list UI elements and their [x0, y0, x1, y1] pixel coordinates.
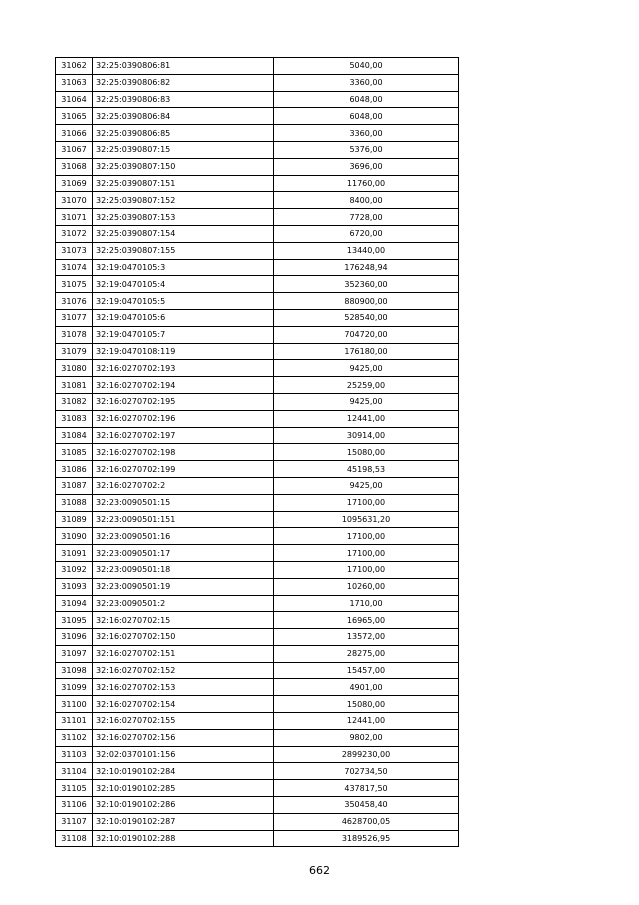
row-number-cell: 31063	[56, 74, 93, 91]
value-cell: 880900,00	[274, 293, 459, 310]
table-row	[56, 729, 459, 746]
table-row	[56, 343, 459, 360]
table-row	[56, 393, 459, 410]
row-number-cell: 31094	[56, 595, 93, 612]
row-number-cell: 31062	[56, 58, 93, 75]
row-number-cell: 31108	[56, 830, 93, 847]
cadastral-number-cell: 32:10:0190102:287	[93, 813, 274, 830]
cadastral-number-cell: 32:19:0470108:119	[93, 343, 274, 360]
table-row	[56, 763, 459, 780]
cadastral-number-cell: 32:25:0390807:153	[93, 209, 274, 226]
cadastral-number-cell: 32:16:0270702:151	[93, 645, 274, 662]
value-cell: 5376,00	[274, 141, 459, 158]
row-number-cell: 31087	[56, 477, 93, 494]
row-number-cell: 31104	[56, 763, 93, 780]
cadastral-number-cell: 32:16:0270702:154	[93, 696, 274, 713]
row-number-cell: 31107	[56, 813, 93, 830]
row-number-cell: 31096	[56, 629, 93, 646]
value-cell: 9425,00	[274, 477, 459, 494]
table-row	[56, 276, 459, 293]
value-cell: 6048,00	[274, 108, 459, 125]
value-cell: 350458,40	[274, 797, 459, 814]
cadastral-number-cell: 32:23:0090501:16	[93, 528, 274, 545]
cadastral-number-cell: 32:02:0370101:156	[93, 746, 274, 763]
row-number-cell: 31089	[56, 511, 93, 528]
row-number-cell: 31103	[56, 746, 93, 763]
value-cell: 15457,00	[274, 662, 459, 679]
table-row	[56, 225, 459, 242]
row-number-cell: 31105	[56, 780, 93, 797]
cadastral-number-cell: 32:23:0090501:15	[93, 494, 274, 511]
table-row	[56, 662, 459, 679]
row-number-cell: 31084	[56, 427, 93, 444]
row-number-cell: 31099	[56, 679, 93, 696]
value-cell: 10260,00	[274, 578, 459, 595]
cadastral-number-cell: 32:10:0190102:286	[93, 797, 274, 814]
table-row	[56, 461, 459, 478]
row-number-cell: 31065	[56, 108, 93, 125]
table-row	[56, 242, 459, 259]
row-number-cell: 31083	[56, 410, 93, 427]
table-row	[56, 477, 459, 494]
row-number-cell: 31081	[56, 377, 93, 394]
row-number-cell: 31090	[56, 528, 93, 545]
row-number-cell: 31071	[56, 209, 93, 226]
cadastral-number-cell: 32:16:0270702:198	[93, 444, 274, 461]
table-row	[56, 74, 459, 91]
row-number-cell: 31095	[56, 612, 93, 629]
cadastral-number-cell: 32:16:0270702:193	[93, 360, 274, 377]
value-cell: 4901,00	[274, 679, 459, 696]
table-row	[56, 696, 459, 713]
cadastral-number-cell: 32:16:0270702:196	[93, 410, 274, 427]
cadastral-number-cell: 32:16:0270702:194	[93, 377, 274, 394]
table-row	[56, 713, 459, 730]
cadastral-number-cell: 32:16:0270702:15	[93, 612, 274, 629]
table-row	[56, 595, 459, 612]
value-cell: 6048,00	[274, 91, 459, 108]
table-row	[56, 108, 459, 125]
table-row	[56, 377, 459, 394]
table-row	[56, 293, 459, 310]
row-number-cell: 31073	[56, 242, 93, 259]
table-row	[56, 813, 459, 830]
value-cell: 9802,00	[274, 729, 459, 746]
table-row	[56, 545, 459, 562]
row-number-cell: 31098	[56, 662, 93, 679]
cadastral-number-cell: 32:10:0190102:285	[93, 780, 274, 797]
row-number-cell: 31086	[56, 461, 93, 478]
row-number-cell: 31074	[56, 259, 93, 276]
cadastral-number-cell: 32:25:0390806:83	[93, 91, 274, 108]
cadastral-number-cell: 32:23:0090501:17	[93, 545, 274, 562]
value-cell: 15080,00	[274, 444, 459, 461]
value-cell: 13572,00	[274, 629, 459, 646]
value-cell: 176248,94	[274, 259, 459, 276]
row-number-cell: 31077	[56, 309, 93, 326]
table-row	[56, 797, 459, 814]
table-row	[56, 629, 459, 646]
table-row	[56, 259, 459, 276]
value-cell: 528540,00	[274, 309, 459, 326]
data-table	[55, 57, 459, 847]
value-cell: 11760,00	[274, 175, 459, 192]
cadastral-number-cell: 32:16:0270702:155	[93, 713, 274, 730]
value-cell: 25259,00	[274, 377, 459, 394]
table-row	[56, 612, 459, 629]
row-number-cell: 31075	[56, 276, 93, 293]
cadastral-number-cell: 32:25:0390807:151	[93, 175, 274, 192]
value-cell: 3360,00	[274, 74, 459, 91]
value-cell: 16965,00	[274, 612, 459, 629]
cadastral-number-cell: 32:25:0390806:85	[93, 125, 274, 142]
table-row	[56, 410, 459, 427]
value-cell: 17100,00	[274, 494, 459, 511]
value-cell: 30914,00	[274, 427, 459, 444]
cadastral-number-cell: 32:25:0390807:150	[93, 158, 274, 175]
value-cell: 437817,50	[274, 780, 459, 797]
value-cell: 7728,00	[274, 209, 459, 226]
cadastral-number-cell: 32:16:0270702:156	[93, 729, 274, 746]
cadastral-number-cell: 32:25:0390806:82	[93, 74, 274, 91]
table-row	[56, 780, 459, 797]
row-number-cell: 31088	[56, 494, 93, 511]
row-number-cell: 31106	[56, 797, 93, 814]
value-cell: 17100,00	[274, 561, 459, 578]
table-row	[56, 444, 459, 461]
table-body	[56, 58, 459, 847]
table-row	[56, 427, 459, 444]
table-row	[56, 561, 459, 578]
value-cell: 352360,00	[274, 276, 459, 293]
value-cell: 12441,00	[274, 713, 459, 730]
table-row	[56, 679, 459, 696]
value-cell: 9425,00	[274, 360, 459, 377]
row-number-cell: 31091	[56, 545, 93, 562]
cadastral-number-cell: 32:16:0270702:197	[93, 427, 274, 444]
cadastral-number-cell: 32:25:0390806:81	[93, 58, 274, 75]
cadastral-number-cell: 32:23:0090501:18	[93, 561, 274, 578]
row-number-cell: 31085	[56, 444, 93, 461]
table-row	[56, 192, 459, 209]
cadastral-number-cell: 32:19:0470105:6	[93, 309, 274, 326]
value-cell: 4628700,05	[274, 813, 459, 830]
value-cell: 3189526,95	[274, 830, 459, 847]
table-row	[56, 830, 459, 847]
value-cell: 9425,00	[274, 393, 459, 410]
value-cell: 28275,00	[274, 645, 459, 662]
row-number-cell: 31080	[56, 360, 93, 377]
cadastral-number-cell: 32:25:0390807:155	[93, 242, 274, 259]
cadastral-number-cell: 32:19:0470105:3	[93, 259, 274, 276]
value-cell: 6720,00	[274, 225, 459, 242]
cadastral-number-cell: 32:19:0470105:4	[93, 276, 274, 293]
value-cell: 702734,50	[274, 763, 459, 780]
row-number-cell: 31102	[56, 729, 93, 746]
cadastral-number-cell: 32:23:0090501:2	[93, 595, 274, 612]
cadastral-number-cell: 32:25:0390807:15	[93, 141, 274, 158]
value-cell: 17100,00	[274, 528, 459, 545]
cadastral-number-cell: 32:16:0270702:153	[93, 679, 274, 696]
cadastral-number-cell: 32:10:0190102:288	[93, 830, 274, 847]
table-row	[56, 58, 459, 75]
value-cell: 5040,00	[274, 58, 459, 75]
table-row	[56, 141, 459, 158]
table-row	[56, 528, 459, 545]
row-number-cell: 31076	[56, 293, 93, 310]
row-number-cell: 31069	[56, 175, 93, 192]
value-cell: 3360,00	[274, 125, 459, 142]
row-number-cell: 31100	[56, 696, 93, 713]
cadastral-number-cell: 32:25:0390807:154	[93, 225, 274, 242]
row-number-cell: 31092	[56, 561, 93, 578]
table-row	[56, 746, 459, 763]
table-row	[56, 326, 459, 343]
value-cell: 1710,00	[274, 595, 459, 612]
row-number-cell: 31072	[56, 225, 93, 242]
value-cell: 13440,00	[274, 242, 459, 259]
table-row	[56, 309, 459, 326]
table-row	[56, 645, 459, 662]
value-cell: 12441,00	[274, 410, 459, 427]
cadastral-number-cell: 32:16:0270702:2	[93, 477, 274, 494]
value-cell: 17100,00	[274, 545, 459, 562]
row-number-cell: 31079	[56, 343, 93, 360]
cadastral-number-cell: 32:16:0270702:195	[93, 393, 274, 410]
row-number-cell: 31070	[56, 192, 93, 209]
cadastral-number-cell: 32:19:0470105:7	[93, 326, 274, 343]
value-cell: 45198,53	[274, 461, 459, 478]
value-cell: 704720,00	[274, 326, 459, 343]
table-row	[56, 578, 459, 595]
row-number-cell: 31093	[56, 578, 93, 595]
value-cell: 8400,00	[274, 192, 459, 209]
table-row	[56, 91, 459, 108]
value-cell: 3696,00	[274, 158, 459, 175]
table-row	[56, 494, 459, 511]
cadastral-number-cell: 32:25:0390806:84	[93, 108, 274, 125]
row-number-cell: 31067	[56, 141, 93, 158]
cadastral-number-cell: 32:25:0390807:152	[93, 192, 274, 209]
row-number-cell: 31078	[56, 326, 93, 343]
cadastral-number-cell: 32:16:0270702:150	[93, 629, 274, 646]
cadastral-number-cell: 32:19:0470105:5	[93, 293, 274, 310]
table-row	[56, 175, 459, 192]
cadastral-number-cell: 32:23:0090501:19	[93, 578, 274, 595]
row-number-cell: 31101	[56, 713, 93, 730]
table-row	[56, 360, 459, 377]
table-row	[56, 209, 459, 226]
value-cell: 176180,00	[274, 343, 459, 360]
cadastral-number-cell: 32:16:0270702:199	[93, 461, 274, 478]
page-number: 662	[309, 864, 330, 877]
table-row	[56, 158, 459, 175]
cadastral-number-cell: 32:16:0270702:152	[93, 662, 274, 679]
table-row	[56, 125, 459, 142]
row-number-cell: 31082	[56, 393, 93, 410]
value-cell: 15080,00	[274, 696, 459, 713]
table-row	[56, 511, 459, 528]
row-number-cell: 31066	[56, 125, 93, 142]
row-number-cell: 31068	[56, 158, 93, 175]
cadastral-number-cell: 32:23:0090501:151	[93, 511, 274, 528]
row-number-cell: 31064	[56, 91, 93, 108]
value-cell: 1095631,20	[274, 511, 459, 528]
cadastral-number-cell: 32:10:0190102:284	[93, 763, 274, 780]
row-number-cell: 31097	[56, 645, 93, 662]
value-cell: 2899230,00	[274, 746, 459, 763]
